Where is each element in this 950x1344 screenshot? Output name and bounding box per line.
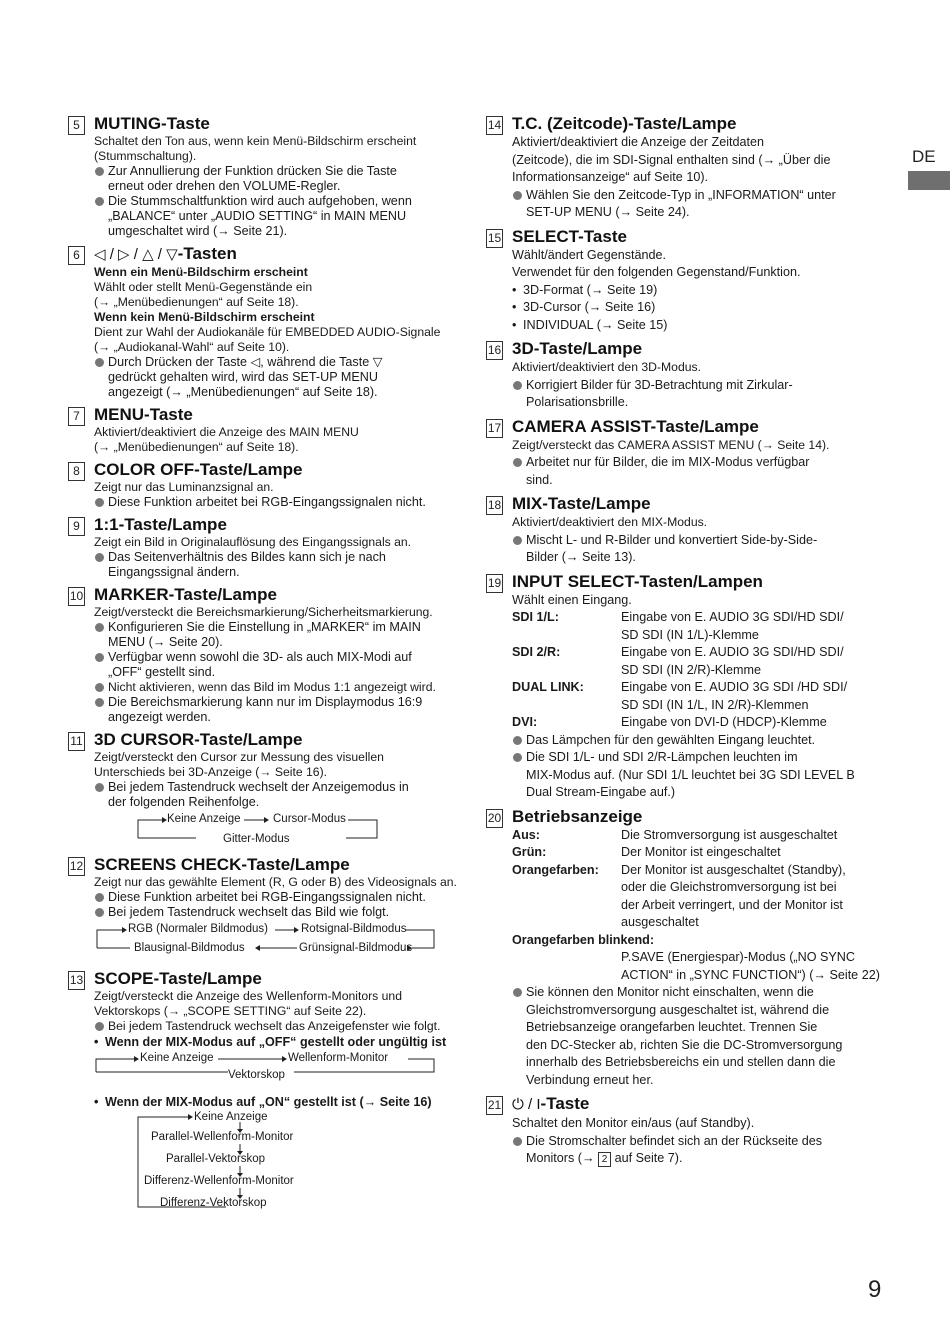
section-9: [68, 514, 466, 580]
section-17: [486, 416, 886, 490]
section-13: [68, 968, 466, 1231]
subheading: Wenn kein Menü-Bildschirm erscheint: [94, 310, 315, 324]
right-column: [486, 113, 886, 1172]
bullet-item: Diese Funktion arbeitet bei RGB-Eingangssignalen nicht.: [94, 890, 466, 905]
text-line: Aktiviert/deaktiviert den MIX-Modus.: [512, 515, 708, 529]
text-line: (→ „Menübedienungen“ auf Seite 18).: [94, 440, 299, 454]
bullet-item: Bei jedem Tastendruck wechselt das Anzeigefenster wie folgt.: [94, 1019, 466, 1034]
section-title: ⏻ / I-Taste: [512, 1094, 590, 1113]
reference-number-box: 2: [598, 1152, 611, 1167]
text-line: (Zeitcode), die im SDI-Signal enthalten sind (→ „Über die: [512, 152, 831, 167]
screens-check-flow-diagram: [94, 920, 466, 964]
language-label: DE: [912, 147, 936, 166]
bullet-item: Sie können den Monitor nicht einschalten, wenn die Gleichstromversorgung ausgeschaltet ist, während die Betriebsanzeige orangefarben leuchtet. Trennen Sie den DC-Stecker ab, richten Sie die DC-Stromversorgung innerhalb des Betriebsbereichs ein und stellen dann die Verbindung erneut her.: [512, 984, 886, 1089]
bullet-item: Konfigurieren Sie die Einstellung in „MARKER“ im MAIN MENU (→ Seite 20).: [94, 620, 466, 650]
bullet-item: Bei jedem Tastendruck wechselt der Anzeigemodus in der folgenden Reihenfolge.: [94, 780, 466, 810]
section-title: 3D-Taste/Lampe: [512, 339, 643, 358]
text-line: (→ „Menübedienungen“ auf Seite 18).: [94, 295, 299, 309]
bullet-item: Zur Annullierung der Funktion drücken Sie die Taste erneut oder drehen den VOLUME-Regler.: [94, 164, 466, 194]
section-6: [68, 243, 466, 400]
text-line: Zeigt nur das gewählte Element (R, G oder B) des Videosignals an.: [94, 875, 457, 889]
section-title: SELECT-Taste: [512, 226, 627, 246]
bullet-item: Die Bereichsmarkierung kann nur im Displaymodus 16:9 angezeigt werden.: [94, 695, 466, 725]
section-15: [486, 226, 886, 335]
flow-node: Gitter-Modus: [223, 833, 290, 845]
flow-node: Differenz-Vektorskop: [160, 1197, 267, 1209]
dot-item: • 3D-Format (→ Seite 19): [512, 282, 886, 300]
input-row: SDI 1/L: Eingabe von E. AUDIO 3G SDI/HD SDI/ SD SDI (IN 1/L)-Klemme: [512, 610, 844, 642]
section-number: 15: [486, 229, 503, 248]
text-line: Zeigt nur das Luminanzsignal an.: [94, 480, 274, 494]
flow-node: Grünsignal-Bildmodus: [299, 942, 413, 954]
text-line: Unterschieds bei 3D-Anzeige (→ Seite 16).: [94, 765, 328, 779]
status-row: Orangefarben blinkend:: [512, 932, 655, 947]
flow-node: Keine Anzeige: [140, 1051, 214, 1064]
bullet-item: Das Seitenverhältnis des Bildes kann sich je nach Eingangssignal ändern.: [94, 550, 466, 580]
bullet-item: Die Stromschalter befindet sich an der Rückseite des Monitors (→ 2 auf Seite 7).: [512, 1133, 886, 1168]
section-21: [486, 1093, 886, 1168]
section-title: INPUT SELECT-Tasten/Lampen: [512, 571, 763, 591]
text-line: Dient zur Wahl der Audiokanäle für EMBEDDED AUDIO-Signale: [94, 325, 441, 339]
flow-node: Parallel-Vektorskop: [166, 1153, 266, 1165]
section-title: SCREENS CHECK-Taste/Lampe: [94, 855, 350, 874]
bullet-item: Mischt L- und R-Bilder und konvertiert Side-by-Side- Bilder (→ Seite 13).: [512, 532, 886, 567]
section-title: ◁ / ▷ / △ / ▽-Tasten: [94, 244, 237, 263]
bullet-item: Korrigiert Bilder für 3D-Betrachtung mit Zirkular- Polarisationsbrille.: [512, 377, 886, 412]
section-18: [486, 493, 886, 567]
status-row: Aus: Die Stromversorgung ist ausgeschaltet: [512, 827, 838, 842]
section-number: 11: [68, 732, 85, 751]
text-line: Zeigt ein Bild in Originalauflösung des Eingangssignals an.: [94, 535, 412, 549]
section-number: 10: [68, 587, 85, 606]
text-line: Aktiviert/deaktiviert die Anzeige der Zeitdaten: [512, 135, 765, 149]
input-row: SDI 2/R: Eingabe von E. AUDIO 3G SDI/HD SDI/ SD SDI (IN 2/R)-Klemme: [512, 645, 844, 677]
text-line: Informationsanzeige“ auf Seite 10).: [512, 170, 709, 184]
section-number: 9: [68, 517, 85, 536]
text-line: (Stummschaltung).: [94, 149, 197, 163]
section-number: 8: [68, 462, 85, 481]
section-8: [68, 459, 466, 510]
section-title: 3D CURSOR-Taste/Lampe: [94, 730, 303, 749]
text-line: Aktiviert/deaktiviert den 3D-Modus.: [512, 360, 701, 374]
text-line: Schaltet den Monitor ein/aus (auf Standby).: [512, 1116, 755, 1130]
text-line: Wählt oder stellt Menü-Gegenstände ein: [94, 280, 313, 294]
flow-node: Differenz-Wellenform-Monitor: [144, 1175, 294, 1187]
section-title: MARKER-Taste/Lampe: [94, 585, 277, 604]
section-10: [68, 584, 466, 725]
section-title: T.C. (Zeitcode)-Taste/Lampe: [512, 114, 737, 133]
section-14: [486, 113, 886, 222]
flow-node: Cursor-Modus: [273, 813, 346, 825]
section-12: [68, 854, 466, 964]
section-number: 18: [486, 496, 503, 515]
section-number: 19: [486, 574, 503, 593]
section-number: 6: [68, 246, 85, 265]
section-number: 20: [486, 809, 503, 828]
scope-off-flow-diagram: [94, 1052, 466, 1094]
status-row: P.SAVE (Energiespar)-Modus („NO SYNC ACTION“ in „SYNC FUNCTION“) (→ Seite 22): [621, 950, 880, 982]
bullet-item: Arbeitet nur für Bilder, die im MIX-Modus verfügbar sind.: [512, 454, 886, 489]
section-11: [68, 729, 466, 850]
bullet-item: Wählen Sie den Zeitcode-Typ in „INFORMATION“ unter SET-UP MENU (→ Seite 24).: [512, 187, 886, 222]
status-row: Grün: Der Monitor ist eingeschaltet: [512, 845, 781, 859]
bullet-item: Diese Funktion arbeitet bei RGB-Eingangssignalen nicht.: [94, 495, 466, 510]
section-number: 7: [68, 407, 85, 426]
power-icon: ⏻ / I: [512, 1096, 541, 1113]
flow-node: Vektorskop: [228, 1068, 285, 1081]
dot-item: • INDIVIDUAL (→ Seite 15): [512, 317, 886, 335]
arrow-keys-icon: ◁ / ▷ / △ / ▽: [94, 246, 178, 263]
section-number: 13: [68, 971, 85, 990]
section-number: 17: [486, 419, 503, 438]
section-7: [68, 404, 466, 455]
flow-node: Blausignal-Bildmodus: [134, 942, 245, 954]
language-tab-marker: [908, 171, 950, 190]
text-line: Wählt einen Eingang.: [512, 592, 632, 607]
subheading: Wenn ein Menü-Bildschirm erscheint: [94, 265, 308, 279]
dot-item: • 3D-Cursor (→ Seite 16): [512, 299, 886, 317]
flow-lines: [94, 1111, 444, 1231]
bullet-item: Die Stummschaltfunktion wird auch aufgehoben, wenn „BALANCE“ unter „AUDIO SETTING“ in MAIN MENU umgeschaltet wird (→ Seite 21).: [94, 194, 466, 239]
flow-node: Wellenform-Monitor: [288, 1051, 389, 1064]
bullet-item: Durch Drücken der Taste ◁, während die Taste ▽ gedrückt gehalten wird, wird das SET-UP MENU angezeigt (→ „Menübedienungen“ auf Seite 18).: [94, 355, 466, 400]
section-title: MENU-Taste: [94, 405, 193, 424]
input-row: DVI: Eingabe von DVI-D (HDCP)-Klemme: [512, 715, 827, 729]
text-line: (→ „Audiokanal-Wahl“ auf Seite 10).: [94, 340, 290, 354]
section-title: MUTING-Taste: [94, 114, 210, 133]
flow-node: Keine Anzeige: [167, 813, 241, 825]
flow-node: RGB (Normaler Bildmodus): [128, 923, 268, 935]
text-line: Zeigt/versteckt die Bereichsmarkierung/Sicherheitsmarkierung.: [94, 605, 433, 619]
section-20: [486, 806, 886, 1090]
text-line: Schaltet den Ton aus, wenn kein Menü-Bildschirm erscheint: [94, 134, 417, 148]
bullet-item: Das Lämpchen für den gewählten Eingang leuchtet.: [512, 732, 886, 750]
section-16: [486, 338, 886, 412]
section-title: 1:1-Taste/Lampe: [94, 515, 227, 534]
section-title: SCOPE-Taste/Lampe: [94, 969, 262, 988]
flow-node: Keine Anzeige: [194, 1111, 268, 1123]
section-title: COLOR OFF-Taste/Lampe: [94, 460, 303, 479]
bullet-item: Die SDI 1/L- und SDI 2/R-Lämpchen leuchten im MIX-Modus auf. (Nur SDI 1/L leuchtet bei 3G SDI LEVEL B Dual Stream-Eingabe auf.): [512, 749, 886, 802]
dot-item: • Wenn der MIX-Modus auf „ON“ gestellt ist (→ Seite 16): [94, 1094, 466, 1112]
text-line: Wählt/ändert Gegenstände.: [512, 247, 667, 262]
status-row: Orangefarben: Der Monitor ist ausgeschaltet (Standby), oder die Gleichstromversorgung ist bei der Arbeit verringert, und der Monitor ist ausgeschaltet: [512, 862, 846, 929]
section-5: [68, 113, 466, 239]
section-title: CAMERA ASSIST-Taste/Lampe: [512, 416, 759, 436]
text-line: Aktiviert/deaktiviert die Anzeige des MAIN MENU: [94, 425, 359, 439]
input-row: DUAL LINK: Eingabe von E. AUDIO 3G SDI /HD SDI/ SD SDI (IN 1/L, IN 2/R)-Klemmen: [512, 680, 848, 712]
section-19: [486, 571, 886, 802]
flow-node: Parallel-Wellenform-Monitor: [151, 1131, 294, 1143]
section-number: 5: [68, 116, 85, 135]
text-line: Zeigt/versteckt das CAMERA ASSIST MENU (→ Seite 14).: [512, 437, 830, 452]
section-number: 14: [486, 116, 503, 135]
bullet-item: Verfügbar wenn sowohl die 3D- als auch MIX-Modi auf „OFF“ gestellt sind.: [94, 650, 466, 680]
section-title: Betriebsanzeige: [512, 806, 643, 826]
bullet-item: Nicht aktivieren, wenn das Bild im Modus 1:1 angezeigt wird.: [94, 680, 466, 695]
section-number: 16: [486, 341, 503, 360]
section-title: MIX-Taste/Lampe: [512, 494, 651, 513]
scope-on-flow-diagram: [94, 1111, 466, 1231]
text-line: Zeigt/versteckt die Anzeige des Wellenform-Monitors und: [94, 989, 402, 1003]
text-line: Zeigt/versteckt den Cursor zur Messung des visuellen: [94, 750, 384, 764]
text-line: Vektorskops (→ „SCOPE SETTING“ auf Seite 22).: [94, 1004, 367, 1018]
dot-item: • Wenn der MIX-Modus auf „OFF“ gestellt oder ungültig ist: [94, 1034, 466, 1052]
section-number: 21: [486, 1096, 503, 1115]
left-column: [68, 113, 466, 1235]
cursor-mode-flow-diagram: [94, 810, 466, 850]
flow-node: Rotsignal-Bildmodus: [301, 923, 407, 935]
page-number: 9: [868, 1276, 882, 1303]
bullet-item: Bei jedem Tastendruck wechselt das Bild wie folgt.: [94, 905, 466, 920]
text-line: Verwendet für den folgenden Gegenstand/Funktion.: [512, 265, 801, 279]
section-number: 12: [68, 857, 85, 876]
